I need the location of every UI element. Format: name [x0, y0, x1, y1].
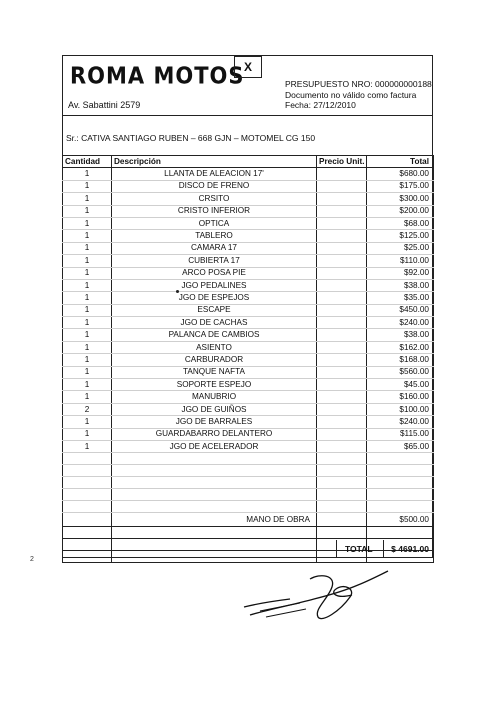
item-quantity: 1	[63, 428, 112, 440]
table-row	[63, 366, 434, 378]
column-header-total: Total	[367, 156, 434, 168]
item-description: CUBIERTA 17	[112, 255, 317, 267]
item-rows	[63, 168, 434, 453]
item-description: CRISTO INFERIOR	[112, 205, 317, 217]
item-total: $680.00	[367, 168, 434, 180]
column-header-unit-price: Precio Unit.	[317, 156, 367, 168]
item-total: $125.00	[367, 230, 434, 242]
table-row	[63, 180, 434, 192]
item-description: CAMARA 17	[112, 242, 317, 254]
item-description: CARBURADOR	[112, 354, 317, 366]
table-row	[63, 416, 434, 428]
item-unit-price	[317, 180, 367, 192]
table-row	[63, 242, 434, 254]
item-unit-price	[317, 416, 367, 428]
item-total: $38.00	[367, 329, 434, 341]
item-quantity: 1	[63, 317, 112, 329]
item-total: $560.00	[367, 366, 434, 378]
item-unit-price	[317, 379, 367, 391]
item-unit-price	[317, 366, 367, 378]
table-row	[63, 440, 434, 452]
labor-row	[63, 513, 434, 527]
item-description: ARCO POSA PIE	[112, 267, 317, 279]
item-description: JGO DE BARRALES	[112, 416, 317, 428]
item-quantity: 1	[63, 292, 112, 304]
item-total: $168.00	[367, 354, 434, 366]
item-quantity: 1	[63, 366, 112, 378]
item-total: $162.00	[367, 341, 434, 353]
item-description: PALANCA DE CAMBIOS	[112, 329, 317, 341]
item-quantity: 1	[63, 304, 112, 316]
table-row	[63, 317, 434, 329]
item-unit-price	[317, 205, 367, 217]
item-quantity: 1	[63, 193, 112, 205]
item-unit-price	[317, 354, 367, 366]
item-total: $200.00	[367, 205, 434, 217]
item-description: JGO DE ESPEJOS	[112, 292, 317, 304]
item-quantity: 1	[63, 329, 112, 341]
margin-mark: 2	[30, 556, 34, 563]
budget-number: PRESUPUESTO NRO: 000000000188	[285, 79, 432, 89]
item-description: JGO DE GUIÑOS	[112, 403, 317, 415]
item-total: $45.00	[367, 379, 434, 391]
item-quantity: 1	[63, 267, 112, 279]
budget-info	[285, 79, 432, 111]
column-header-quantity: Cantidad	[63, 156, 112, 168]
table-row	[63, 230, 434, 242]
items-table	[62, 155, 434, 563]
item-quantity: 1	[63, 391, 112, 403]
item-quantity: 1	[63, 217, 112, 229]
item-quantity: 1	[63, 354, 112, 366]
table-row	[63, 341, 434, 353]
item-quantity: 1	[63, 230, 112, 242]
item-description: JGO DE ACELERADOR	[112, 440, 317, 452]
item-total: $38.00	[367, 279, 434, 291]
header-divider	[62, 115, 433, 116]
item-total: $240.00	[367, 317, 434, 329]
table-row	[63, 403, 434, 415]
table-row	[63, 168, 434, 180]
table-row	[63, 391, 434, 403]
blank-row	[63, 453, 434, 465]
item-description: TABLERO	[112, 230, 317, 242]
item-quantity: 1	[63, 255, 112, 267]
item-description: TANQUE NAFTA	[112, 366, 317, 378]
item-total: $175.00	[367, 180, 434, 192]
validity-note: Documento no válido como factura	[285, 89, 417, 100]
item-total: $450.00	[367, 304, 434, 316]
table-row	[63, 217, 434, 229]
labor-total: $500.00	[367, 513, 434, 527]
item-unit-price	[317, 230, 367, 242]
item-quantity: 1	[63, 379, 112, 391]
item-description: LLANTA DE ALEACION 17'	[112, 168, 317, 180]
table-row	[63, 205, 434, 217]
item-quantity: 1	[63, 279, 112, 291]
ink-dot	[176, 290, 179, 293]
table-header	[63, 156, 434, 168]
item-quantity: 1	[63, 180, 112, 192]
item-total: $25.00	[367, 242, 434, 254]
item-quantity: 1	[63, 416, 112, 428]
item-unit-price	[317, 242, 367, 254]
item-unit-price	[317, 317, 367, 329]
item-unit-price	[317, 217, 367, 229]
item-description: JGO DE CACHAS	[112, 317, 317, 329]
item-unit-price	[317, 267, 367, 279]
item-total: $92.00	[367, 267, 434, 279]
table-row	[63, 292, 434, 304]
item-description: CRSITO	[112, 193, 317, 205]
item-total: $110.00	[367, 255, 434, 267]
item-total: $65.00	[367, 440, 434, 452]
blank-row	[63, 527, 434, 539]
company-logo: ROMA MOTOS	[70, 62, 245, 90]
blank-row	[63, 489, 434, 501]
item-unit-price	[317, 341, 367, 353]
item-unit-price	[317, 428, 367, 440]
table-row	[63, 279, 434, 291]
item-quantity: 1	[63, 168, 112, 180]
item-description: SOPORTE ESPEJO	[112, 379, 317, 391]
table-row	[63, 193, 434, 205]
table-row	[63, 255, 434, 267]
item-total: $115.00	[367, 428, 434, 440]
item-total: $68.00	[367, 217, 434, 229]
table-row	[63, 329, 434, 341]
blank-row	[63, 477, 434, 489]
column-header-description: Descripción	[112, 156, 317, 168]
budget-date: Fecha: 27/12/2010	[285, 100, 356, 110]
item-description: ASIENTO	[112, 341, 317, 353]
blank-row	[63, 501, 434, 513]
item-quantity: 1	[63, 440, 112, 452]
table-row	[63, 304, 434, 316]
item-description: GUARDABARRO DELANTERO	[112, 428, 317, 440]
table-row	[63, 379, 434, 391]
table-row	[63, 428, 434, 440]
item-total: $35.00	[367, 292, 434, 304]
total-box	[336, 540, 433, 558]
client-line: Sr.: CATIVA SANTIAGO RUBEN – 668 GJN – MOTOMEL CG 150	[66, 133, 316, 143]
total-value: $ 4691.00	[391, 544, 429, 554]
item-unit-price	[317, 440, 367, 452]
table-row	[63, 354, 434, 366]
total-label: TOTAL	[345, 544, 373, 554]
item-description: ESCAPE	[112, 304, 317, 316]
item-total: $100.00	[367, 403, 434, 415]
item-description: OPTICA	[112, 217, 317, 229]
item-total: $300.00	[367, 193, 434, 205]
company-address: Av. Sabattini 2579	[68, 100, 141, 110]
item-quantity: 1	[63, 242, 112, 254]
item-unit-price	[317, 168, 367, 180]
item-unit-price	[317, 403, 367, 415]
item-unit-price	[317, 292, 367, 304]
document-type-box: X	[234, 56, 262, 78]
blank-row	[63, 465, 434, 477]
item-description: MANUBRIO	[112, 391, 317, 403]
handwritten-signature	[240, 565, 390, 625]
table-row	[63, 267, 434, 279]
item-unit-price	[317, 255, 367, 267]
labor-label: MANO DE OBRA	[112, 513, 317, 527]
item-quantity: 2	[63, 403, 112, 415]
total-divider	[383, 540, 384, 558]
item-unit-price	[317, 193, 367, 205]
item-unit-price	[317, 329, 367, 341]
item-quantity: 1	[63, 205, 112, 217]
item-unit-price	[317, 391, 367, 403]
item-description: DISCO DE FRENO	[112, 180, 317, 192]
item-total: $240.00	[367, 416, 434, 428]
item-unit-price	[317, 279, 367, 291]
item-description: JGO PEDALINES	[112, 279, 317, 291]
item-total: $160.00	[367, 391, 434, 403]
item-quantity: 1	[63, 341, 112, 353]
item-unit-price	[317, 304, 367, 316]
